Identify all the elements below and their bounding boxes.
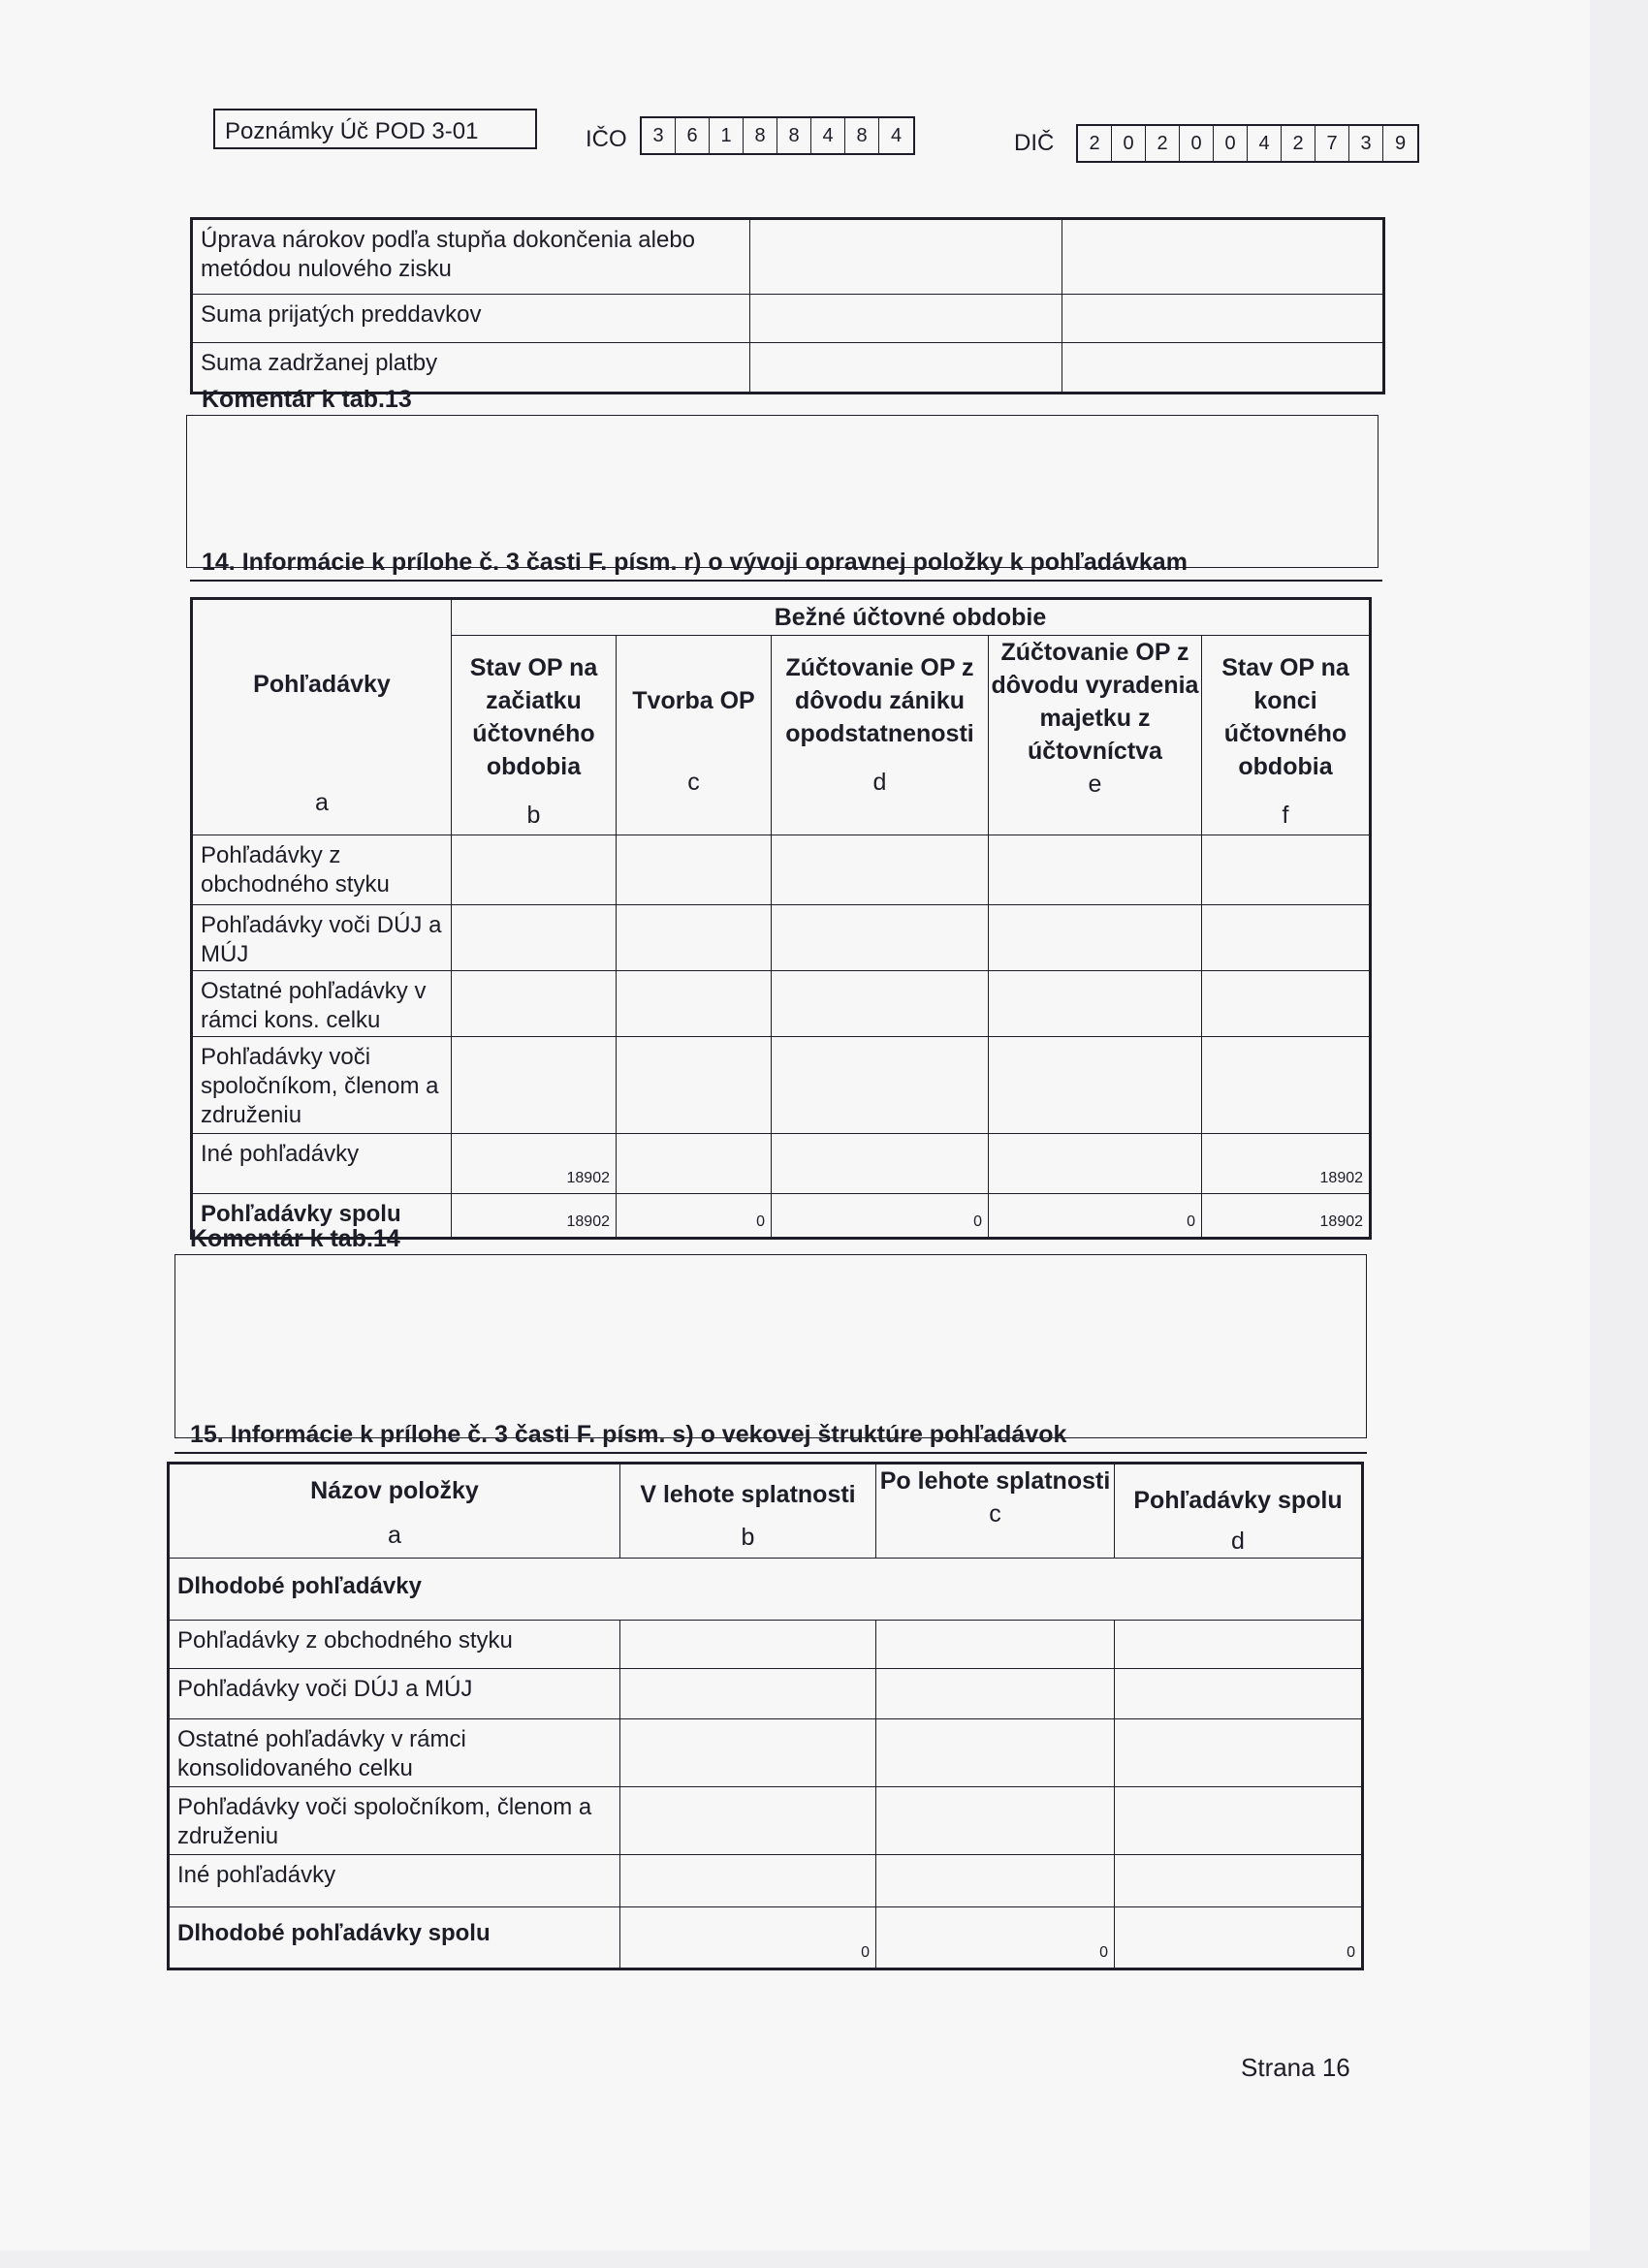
comment-title-14: Komentár k tab.14 [190, 1225, 400, 1252]
cell-d [772, 971, 989, 1037]
section-rule-15 [174, 1452, 1367, 1454]
cell-c: 0 [876, 1907, 1115, 1969]
cell-b [620, 1621, 876, 1669]
dic-digit: 0 [1112, 126, 1146, 161]
cell-d [772, 835, 989, 905]
cell-c [617, 1134, 772, 1194]
ico-digit: 3 [642, 118, 676, 153]
dic-digit: 9 [1394, 133, 1407, 154]
row-label: Iné pohľadávky [192, 1134, 452, 1194]
col-header [1202, 636, 1371, 835]
col-letter: b [526, 802, 541, 829]
col-letter: d [872, 769, 887, 796]
cell-c [876, 1855, 1115, 1907]
form-code-box [213, 109, 537, 149]
col-header-label: Pohľadávky [253, 671, 391, 698]
table-row [192, 905, 1371, 971]
cell-e: 0 [989, 1194, 1202, 1239]
table13 [190, 217, 1385, 394]
cell-c [876, 1621, 1115, 1669]
cell-c [617, 971, 772, 1037]
cell-b [620, 1669, 876, 1719]
cell-b [620, 1855, 876, 1907]
table13-cell [750, 343, 1062, 394]
cell-b [620, 1787, 876, 1855]
ico-label: IČO [586, 126, 627, 152]
table-row [192, 971, 1371, 1037]
period-header: Bežné účtovné obdobie [452, 599, 1371, 636]
ico-digit: 8 [777, 118, 811, 153]
col-header-label: Stav OP na začiatku účtovného obdobia [469, 654, 598, 780]
row-label: Ostatné pohľadávky v rámci konsolidovaného celku [169, 1719, 620, 1787]
col-letter: d [1231, 1528, 1245, 1555]
cell-c: 0 [617, 1194, 772, 1239]
cell-f [1202, 1037, 1371, 1134]
cell-d: 0 [772, 1194, 989, 1239]
cell-d: 0 [1115, 1907, 1363, 1969]
col-letter: a [388, 1522, 401, 1549]
cell-c [617, 835, 772, 905]
cell-b [452, 1037, 617, 1134]
dic-digit: 2 [1282, 126, 1315, 161]
col-header [772, 636, 989, 835]
cell-d [1115, 1669, 1363, 1719]
ico-digit: 8 [845, 118, 879, 153]
row-label: Iné pohľadávky [169, 1855, 620, 1907]
table-row [192, 1037, 1371, 1134]
cell-f: 18902 [1202, 1134, 1371, 1194]
cell-c [876, 1787, 1115, 1855]
cell-d [1115, 1719, 1363, 1787]
ico-digit: 6 [676, 118, 710, 153]
col-letter: b [741, 1524, 755, 1551]
dic-digit: 0 [1180, 126, 1214, 161]
col-header [452, 636, 617, 835]
ico-digit: 4 [890, 125, 903, 146]
cell-b [620, 1719, 876, 1787]
comment-box-14 [174, 1254, 1367, 1438]
table-row [192, 295, 1384, 343]
col-letter: c [989, 1500, 1001, 1528]
row-label-total: Pohľadávky spolu [192, 1194, 452, 1239]
row-label: Pohľadávky z obchodného styku [169, 1621, 620, 1669]
table13-cell [1062, 343, 1384, 394]
table-row [192, 1134, 1371, 1194]
col-header [169, 1464, 620, 1559]
comment-title-13: Komentár k tab.13 [202, 386, 412, 413]
page-number: Strana 16 [1241, 2053, 1350, 2082]
col-header-label: Stav OP na konci účtovného obdobia [1221, 654, 1349, 780]
col-letter: f [1282, 802, 1289, 829]
col-letter: e [1088, 771, 1102, 798]
col-header-label: Názov položky [310, 1477, 479, 1504]
ico-digit: 8 [744, 118, 777, 153]
cell-d [772, 1037, 989, 1134]
cell-c [617, 1037, 772, 1134]
table-row [169, 1669, 1363, 1719]
col-header [192, 599, 452, 835]
col-header [876, 1464, 1115, 1559]
cell-d [1115, 1621, 1363, 1669]
dic-digit: 3 [1349, 126, 1383, 161]
cell-e [989, 1037, 1202, 1134]
col-header-label: Tvorba OP [632, 687, 755, 714]
col-header [1115, 1464, 1363, 1559]
col-header [620, 1464, 876, 1559]
col-header [989, 636, 1202, 835]
row-label: Pohľadávky voči spoločníkom, členom a združeniu [192, 1037, 452, 1134]
dic-digit: 7 [1315, 126, 1349, 161]
row-label: Pohľadávky voči spoločníkom, členom a združeniu [169, 1787, 620, 1855]
dic-label: DIČ [1014, 130, 1055, 156]
cell-b [452, 971, 617, 1037]
col-header [617, 636, 772, 835]
table-row [192, 219, 1384, 295]
col-header-label: V lehote splatnosti [640, 1481, 856, 1508]
cell-d [772, 1134, 989, 1194]
cell-b [452, 905, 617, 971]
table-row [169, 1907, 1363, 1969]
row-label: Pohľadávky voči DÚJ a MÚJ [169, 1669, 620, 1719]
table-row [192, 599, 1371, 636]
dic-digit: 4 [1248, 126, 1282, 161]
dic-digit: 2 [1146, 126, 1180, 161]
section-rule-14 [190, 580, 1382, 582]
table-row [169, 1855, 1363, 1907]
page-edge-right [1590, 0, 1648, 2268]
col-header-label: Zúčtovanie OP z dôvodu zániku opodstatnenosti [785, 654, 974, 747]
ico-digits [640, 116, 915, 155]
section-label: Dlhodobé pohľadávky [169, 1559, 1363, 1621]
table-row [192, 835, 1371, 905]
section-title-14: 14. Informácie k prílohe č. 3 časti F. písm. r) o vývoji opravnej položky k pohľadávkam [202, 549, 1188, 576]
table-row [169, 1559, 1363, 1621]
table13-cell [1062, 219, 1384, 295]
dic-digits [1076, 124, 1419, 163]
row-label: Pohľadávky voči DÚJ a MÚJ [192, 905, 452, 971]
cell-f: 18902 [1202, 1194, 1371, 1239]
col-header-label: Pohľadávky spolu [1133, 1487, 1343, 1514]
cell-e [989, 1134, 1202, 1194]
cell-d [1115, 1855, 1363, 1907]
cell-c [617, 905, 772, 971]
table-row [169, 1719, 1363, 1787]
table-row [169, 1464, 1363, 1559]
col-header-label: Po lehote splatnosti [879, 1467, 1111, 1495]
cell-b: 18902 [452, 1134, 617, 1194]
cell-c [876, 1719, 1115, 1787]
table13-cell [750, 219, 1062, 295]
table-row [169, 1621, 1363, 1669]
cell-f [1202, 835, 1371, 905]
row-label: Ostatné pohľadávky v rámci kons. celku [192, 971, 452, 1037]
cell-b: 0 [620, 1907, 876, 1969]
page-edge-bottom [0, 2251, 1648, 2268]
row-label: Pohľadávky z obchodného styku [192, 835, 452, 905]
table-row [169, 1787, 1363, 1855]
comment-box-13 [186, 415, 1379, 568]
table13-cell [1062, 295, 1384, 343]
table13-label: Suma zadržanej platby [192, 343, 750, 394]
form-code: Poznámky Úč POD 3-01 [225, 118, 479, 144]
section-title-15: 15. Informácie k prílohe č. 3 časti F. písm. s) o vekovej štruktúre pohľadávok [190, 1421, 1067, 1448]
cell-b: 18902 [452, 1194, 617, 1239]
table15 [167, 1462, 1364, 1970]
table13-label: Suma prijatých preddavkov [192, 295, 750, 343]
col-letter: c [687, 769, 700, 796]
table13-cell [750, 295, 1062, 343]
ico-digit: 4 [811, 118, 845, 153]
cell-c [876, 1669, 1115, 1719]
col-letter: a [315, 789, 329, 816]
row-label-total: Dlhodobé pohľadávky spolu [169, 1907, 620, 1969]
dic-digit: 0 [1214, 126, 1248, 161]
cell-e [989, 905, 1202, 971]
cell-d [1115, 1787, 1363, 1855]
cell-e [989, 835, 1202, 905]
ico-digit: 1 [710, 118, 744, 153]
cell-d [772, 905, 989, 971]
table13-label: Úprava nárokov podľa stupňa dokončenia alebo metódou nulového zisku [192, 219, 750, 295]
cell-b [452, 835, 617, 905]
col-header-label: Zúčtovanie OP z dôvodu vyradenia majetku z účtovníctva [991, 639, 1199, 765]
dic-digit: 2 [1078, 126, 1112, 161]
cell-f [1202, 971, 1371, 1037]
cell-f [1202, 905, 1371, 971]
table14 [190, 597, 1372, 1240]
cell-e [989, 971, 1202, 1037]
